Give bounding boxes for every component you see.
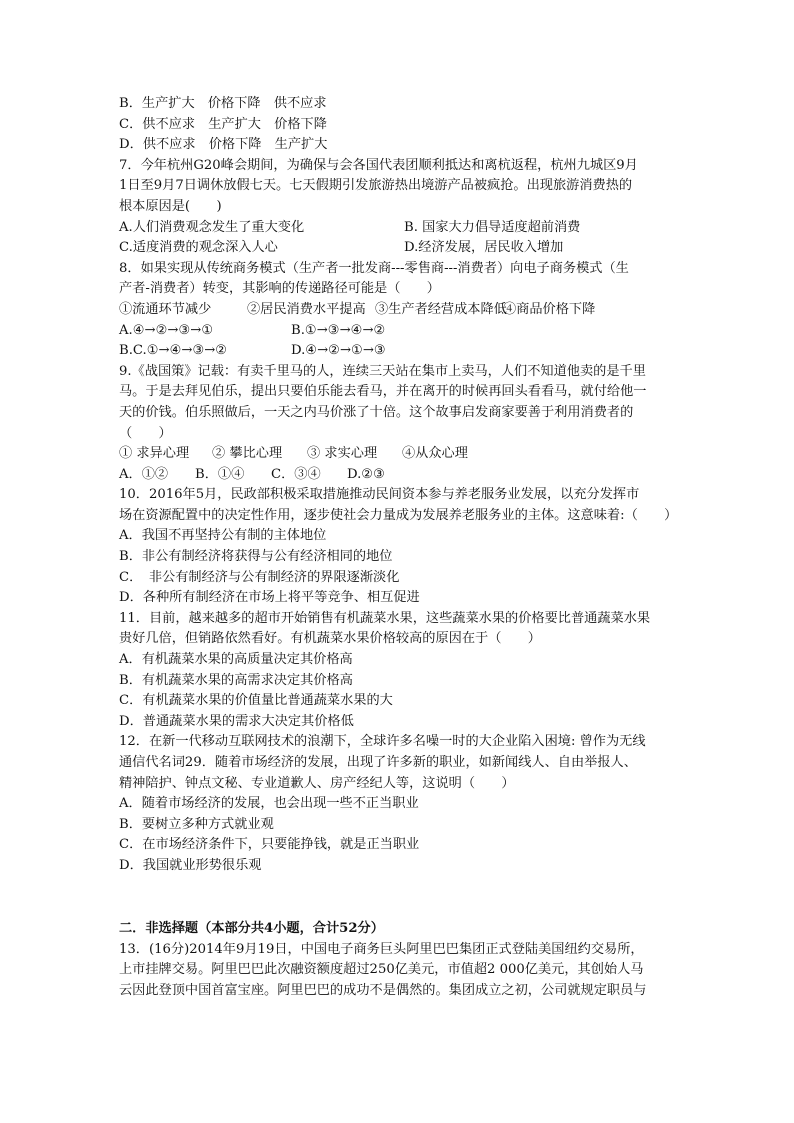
q9-option-a: A．①② (119, 466, 169, 482)
q8-stem-line: 8．如果实现从传统商务模式（生产者一批发商---零售商---消费者）向电子商务模式（生 (119, 260, 629, 276)
q8-stem-line: 产者-消费者）转变，其影响的传递路径可能是（ ） (119, 281, 440, 297)
q9-options-row (119, 465, 689, 486)
q8-item: ③生产者经营成本降低 (375, 301, 507, 317)
q13-stem-line: 云因此登顶中国首富宝座。阿里巴巴的成功不是偶然的。集团成立之初，公司就规定职员与 (119, 982, 647, 998)
q11-option-a: A．有机蔬菜水果的高质量决定其价格高 (119, 652, 353, 668)
section-title: 二．非选择题（本部分共4小题，合计52分） (119, 921, 384, 937)
q9-option-d: D.②③ (347, 466, 385, 482)
q9-stem-line: 9.《战国策》记载：有卖千里马的人，连续三天站在集市上卖马，人们不知道他卖的是千里 (119, 363, 646, 379)
q12-stem-line: 精神陪护、钟点文秘、专业道歉人、房产经纪人等，这说明（ ） (119, 775, 515, 791)
q13-stem-line: 上市挂牌交易。阿里巴巴此次融资额度超过250亿美元，市值超2 000亿美元，其创始人马 (119, 962, 644, 978)
q9-option-c: C．③④ (271, 466, 321, 482)
q6-option-b: B．生产扩大 价格下降 供不应求 (119, 96, 327, 111)
q8-option-d: D.④→②→①→③ (291, 343, 386, 359)
q9-items-row (119, 444, 689, 465)
q11-option-b: B．有机蔬菜水果的高需求决定其价格高 (119, 672, 353, 688)
q10-option-c: C． 非公有制经济与公有制经济的界限逐渐淡化 (119, 569, 400, 585)
q7-option-d: D.经济发展，居民收入增加 (404, 240, 564, 256)
q8-item: ④商品价格下降 (503, 301, 596, 317)
q8-options-row (119, 341, 689, 362)
q8-option-b: B.①→③→④→② (291, 322, 386, 338)
q9-stem-line: 天的价钱。伯乐照做后，一天之内马价涨了十倍。这个故事启发商家要善于利用消费者的 (119, 404, 634, 420)
q9-item: ② 攀比心理 (212, 446, 283, 462)
q10-stem-line: 场在资源配置中的决定性作用，逐步使社会力量成为发展养老服务业的主体。这意味着:（ ） (119, 507, 678, 523)
q11-stem-line: 11．目前，越来越多的超市开始销售有机蔬菜水果，这些蔬菜水果的价格要比普通蔬菜水果 (119, 610, 651, 626)
q10-option-b: B．非公有制经济将获得与公有经济相同的地位 (119, 549, 393, 565)
exam-page (119, 94, 689, 1002)
q8-item: ②居民消费水平提高 (247, 301, 366, 317)
q12-option-b: B．要树立多种方式就业观 (119, 816, 274, 832)
q11-stem-line: 贵好几倍，但销路依然看好。有机蔬菜水果价格较高的原因在于（ ） (119, 631, 541, 647)
q6-option-d: D．供不应求 价格下降 生产扩大 (119, 137, 328, 153)
q12-stem-line: 12．在新一代移动互联网技术的浪潮下，全球许多名噪一时的大企业陷入困境: 曾作为无线 (119, 734, 646, 750)
q8-option-a: A.④→②→③→① (119, 322, 214, 338)
q7-option-a: A.人们消费观念发生了重大变化 (119, 219, 305, 235)
q9-stem-line: （ ） (119, 425, 172, 441)
q12-option-c: C．在市场经济条件下，只要能挣钱，就是正当职业 (119, 837, 420, 853)
q7-option-c: C.适度消费的观念深入人心 (119, 240, 278, 256)
q7-stem-line: 7．今年杭州G20峰会期间，为确保与会各国代表团顺利抵达和离杭返程，杭州九城区9月 (119, 157, 638, 173)
spacer (119, 897, 689, 919)
q8-options-row (119, 321, 689, 342)
q7-stem-line: 1日至9月7日调休放假七天。七天假期引发旅游热出境游产品被疯抢。出现旅游消费热的 (119, 178, 633, 194)
q7-option-b: B. 国家大力倡导适度超前消费 (404, 219, 581, 235)
q13-stem-line: 13．(16分)2014年9月19日，中国电子商务巨头阿里巴巴集团正式登陆美国纽约交易所， (119, 941, 644, 957)
spacer (119, 877, 689, 898)
q9-item: ③ 求实心理 (307, 446, 378, 462)
q12-option-d: D．我国就业形势很乐观 (119, 857, 262, 873)
q9-stem-line: 马。于是去拜见伯乐，提出只要伯乐能去看马，并在离开的时候再回头看看马，就付给他一 (119, 384, 647, 400)
q11-option-d: D．普通蔬菜水果的需求大决定其价格低 (119, 713, 354, 729)
q8-items-row (119, 300, 689, 321)
q8-item: ①流通环节减少 (119, 301, 212, 317)
q9-option-b: B．①④ (195, 466, 245, 482)
q8-option-c: B.C.①→④→③→② (119, 343, 228, 359)
q7-options-row (119, 218, 689, 239)
q12-stem-line: 通信代名词29．随着市场经济的发展，出现了许多新的职业，如新闻线人、自由举报人、 (119, 755, 637, 770)
q11-option-c: C．有机蔬菜水果的价值量比普通蔬菜水果的大 (119, 693, 393, 709)
q7-stem-line: 根本原因是( ) (119, 198, 222, 214)
q10-stem-line: 10．2016年5月，民政部积极采取措施推动民间资本参与养老服务业发展，以充分发挥市 (119, 487, 640, 503)
q10-option-a: A．我国不再坚持公有制的主体地位 (119, 528, 327, 544)
q6-option-c: C．供不应求 生产扩大 价格下降 (119, 116, 327, 132)
q12-option-a: A．随着市场经济的发展，也会出现一些不正当职业 (119, 796, 419, 812)
q9-item: ① 求异心理 (119, 446, 190, 462)
q10-option-d: D．各种所有制经济在市场上将平等竞争、相互促进 (119, 590, 420, 606)
q9-item: ④从众心理 (402, 446, 468, 462)
q7-options-row (119, 238, 689, 259)
